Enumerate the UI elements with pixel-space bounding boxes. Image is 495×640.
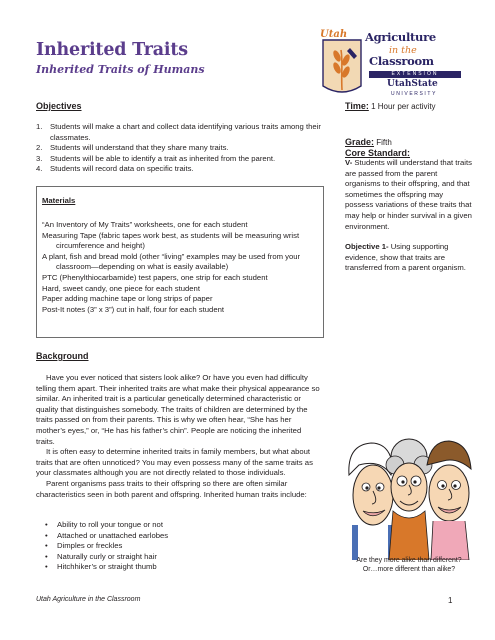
material-item: Hard, sweet candy, one piece for each student [42, 283, 200, 293]
material-item: Measuring Tape (fabric tapes work best, as students will be measuring wrist circumference and height) [42, 230, 300, 251]
grade-label: Grade: [345, 137, 375, 147]
wheat-emblem-icon [317, 26, 367, 102]
cartoon-caption [345, 556, 473, 574]
footer-text: Utah Agriculture in the Classroom [36, 596, 141, 603]
caption-line-1: Are they more alike than different? [356, 557, 462, 564]
core-standard-prefix: V- [345, 158, 353, 167]
grade-info [345, 137, 392, 147]
objective-text: Students will understand that they share many traits. [50, 143, 229, 153]
grade-value: Fifth [376, 138, 392, 147]
logo-extension-bar: EXTENSION [369, 71, 461, 78]
objective-text: Students will record data on specific traits. [50, 164, 194, 174]
objective-item [36, 154, 326, 165]
objective-1-label: Objective 1- [345, 242, 389, 251]
trait-text: Hitchhiker’s or straight thumb [57, 562, 157, 572]
left-face-icon [349, 443, 393, 560]
time-info [345, 101, 436, 111]
trait-text: Naturally curly or straight hair [57, 551, 157, 561]
inherited-traits-list [45, 520, 315, 573]
material-item: PTC (Phenylthiocarbamide) test papers, one strip for each student [42, 272, 268, 282]
logo-classroom: Classroom [369, 54, 434, 68]
logo-in-the: in the [389, 45, 417, 56]
logo-university: UNIVERSITY [391, 91, 438, 97]
objective-text: Students will make a chart and collect data identifying various traits among their classmates. [50, 122, 321, 142]
bullet-icon: • [45, 530, 48, 540]
material-item: “An Inventory of My Traits” worksheets, one for each student [42, 220, 248, 229]
materials-list [42, 220, 317, 315]
background-paragraph: Have you ever noticed that sisters look alike? Or have you even had difficulty telling them apart. Their inherited traits are what make their physical appearance so similar. An inherited trait is a particular genetically determined characteristic or quality that distinguishes somebody. The traits of children are determined by the traits passed on from their parents. This is why we often hear, “She has her mother’s eyes,” or, “He has his father’s chin”. People are noticing the inherited traits. [36, 373, 320, 446]
bullet-icon: • [45, 520, 48, 529]
objective-text: Students will be able to identify a trait as inherited from the parent. [50, 153, 276, 163]
core-standard-text [345, 158, 473, 232]
time-value: 1 Hour per activity [371, 102, 436, 111]
background-paragraph: It is often easy to determine inherited traits in family members, but what about traits that are often unnoticed? You may even possess many of the same traits as your classmates although you are not directly related to those individuals. [36, 447, 313, 478]
agriculture-in-the-classroom-logo [317, 26, 463, 102]
logo-utahstate: UtahState [387, 79, 438, 89]
right-face-icon [427, 441, 471, 560]
background-heading: Background [36, 351, 89, 361]
materials-heading: Materials [42, 196, 76, 205]
trait-item [45, 531, 315, 542]
caption-line-2: Or…more different than alike? [362, 566, 456, 573]
time-label: Time: [345, 101, 369, 111]
objective-1-body: Using supporting evidence, show that traits are transferred from a parent organism. [345, 242, 466, 273]
objectives-heading: Objectives [36, 101, 82, 111]
background-paragraph: Parent organisms pass traits to their offspring so there are often similar characteristics seen in both parent and offspring. Inherited human traits include: [36, 478, 307, 499]
trait-item [45, 520, 315, 531]
objective-number: 1. [36, 122, 43, 131]
page-subtitle: Inherited Traits of Humans [36, 63, 205, 76]
background-text [36, 373, 322, 500]
trait-text: Dimples or freckles [57, 541, 123, 551]
objective-1-text [345, 242, 473, 274]
trait-item [45, 541, 315, 552]
material-item: Paper adding machine tape or long strips of paper [42, 294, 213, 304]
trait-item [45, 552, 315, 563]
logo-script-text: Utah [320, 29, 348, 40]
objective-number: 3. [36, 153, 43, 163]
trait-text: Attached or unattached earlobes [57, 530, 169, 540]
bullet-icon: • [45, 562, 48, 572]
bullet-icon: • [45, 551, 48, 561]
trait-text: Ability to roll your tongue or not [57, 520, 163, 529]
objective-item [36, 143, 326, 154]
logo-agriculture: Agriculture [365, 30, 436, 44]
page-number: 1 [448, 596, 453, 605]
materials-box [36, 186, 324, 338]
objectives-list [36, 122, 326, 175]
page-title: Inherited Traits [36, 40, 188, 60]
objective-item [36, 122, 326, 143]
objective-item [36, 164, 326, 175]
core-standard-heading: Core Standard: [345, 148, 411, 158]
objective-number: 2. [36, 143, 43, 153]
objective-number: 4. [36, 164, 43, 174]
bullet-icon: • [45, 541, 48, 551]
material-item: Post-It notes (3” x 3”) cut in half, four for each student [42, 304, 225, 314]
three-faces-cartoon-icon [345, 435, 473, 560]
trait-item [45, 562, 315, 573]
core-standard-body: Students will understand that traits are passed from the parent organisms to their offspring, and that sometimes the offspring may possess variations of these traits that may help or hinder survival in a given environment. [345, 158, 472, 231]
material-item: A plant, fish and bread mold (other “living” examples may be used from your classroom—depending on what is easily available) [42, 251, 301, 272]
